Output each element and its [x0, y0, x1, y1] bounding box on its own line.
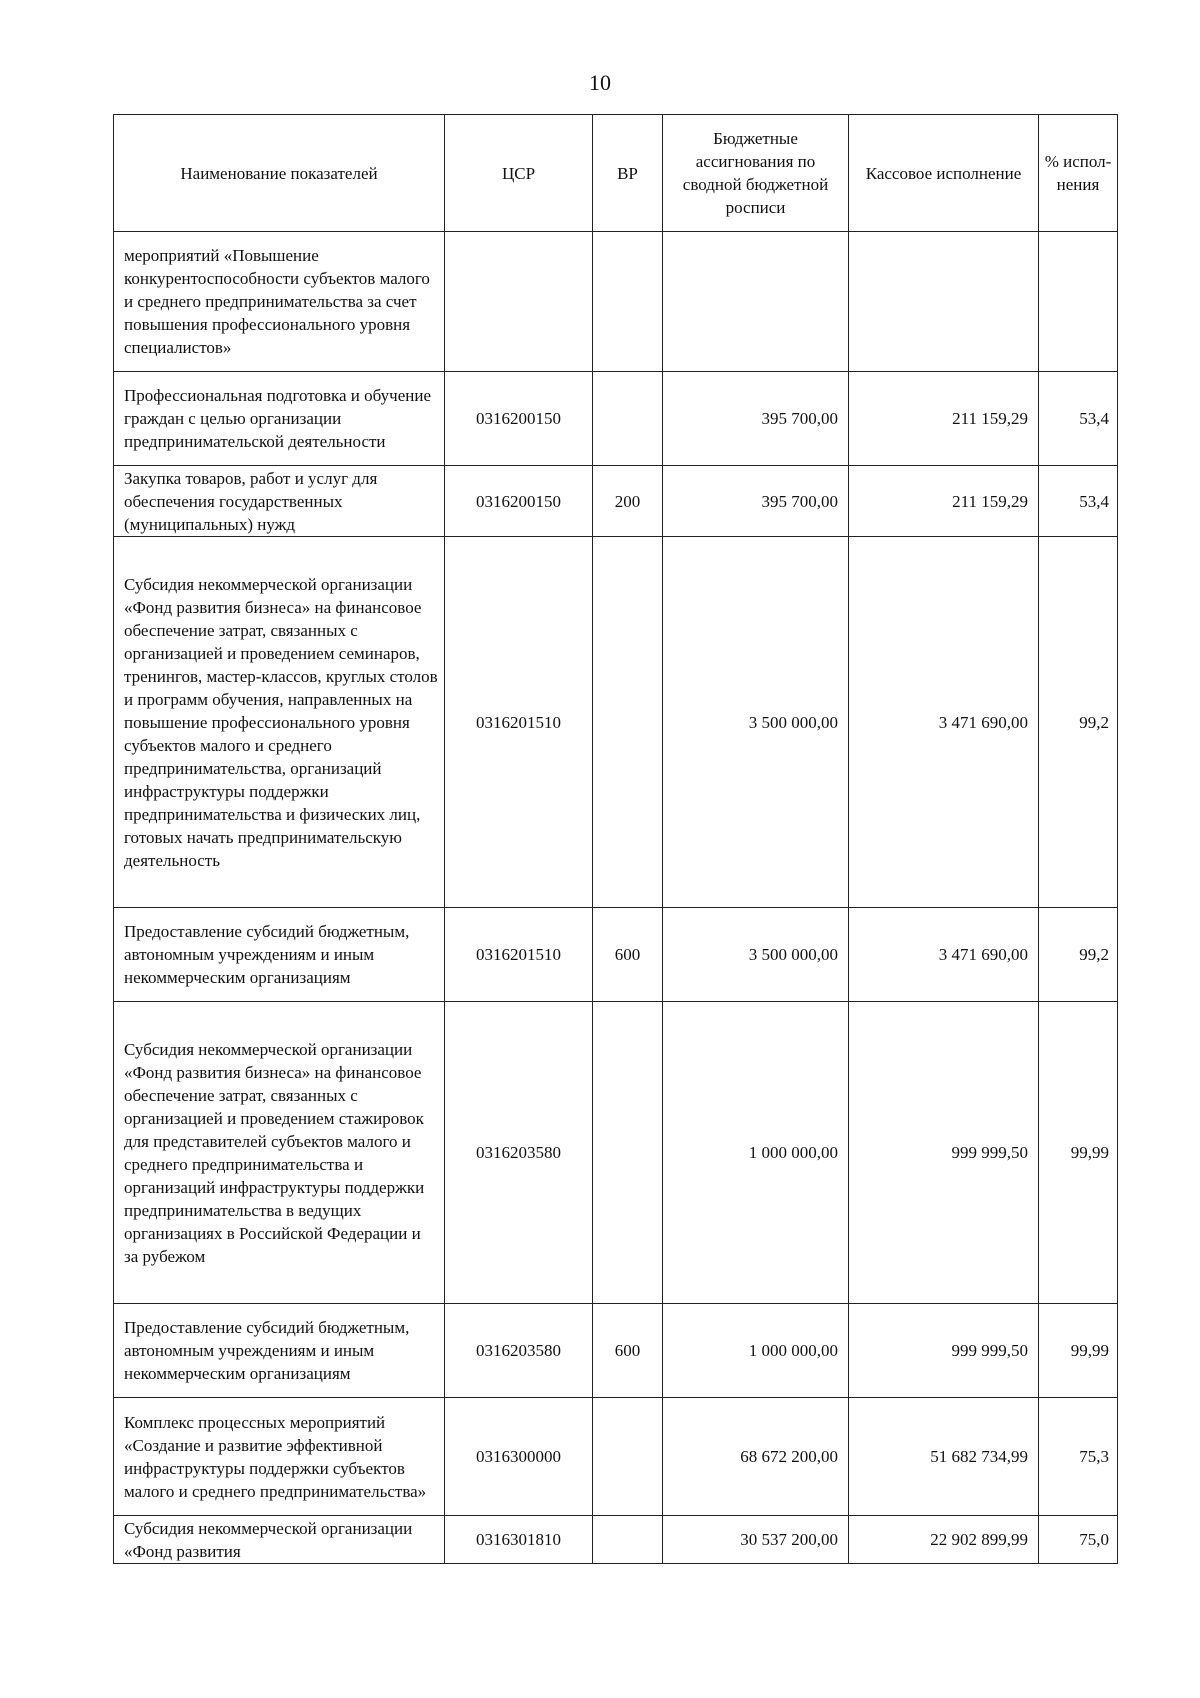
cell-execution: 999 999,50 — [849, 1002, 1039, 1304]
cell-vr — [593, 1516, 663, 1564]
cell-percent: 75,0 — [1039, 1516, 1118, 1564]
cell-execution: 211 159,29 — [849, 372, 1039, 466]
table-row — [114, 1002, 1118, 1304]
cell-name: Закупка товаров, работ и услуг для обеспечения государственных (муниципальных) нужд — [114, 466, 445, 537]
cell-budget: 395 700,00 — [663, 466, 849, 537]
cell-vr — [593, 1002, 663, 1304]
page-number: 10 — [589, 70, 611, 95]
cell-execution: 51 682 734,99 — [849, 1398, 1039, 1516]
cell-percent: 99,2 — [1039, 537, 1118, 908]
cell-percent: 53,4 — [1039, 372, 1118, 466]
cell-name: Комплекс процессных мероприятий «Создание и развитие эффективной инфраструктуры поддержки субъектов малого и среднего предпринимательства» — [114, 1398, 445, 1516]
cell-budget: 68 672 200,00 — [663, 1398, 849, 1516]
table-row — [114, 232, 1118, 372]
table-header-row — [114, 115, 1118, 232]
table-row — [114, 1304, 1118, 1398]
cell-name: Субсидия некоммерческой организации «Фонд развития — [114, 1516, 445, 1564]
cell-name: Субсидия некоммерческой организации «Фонд развития бизнеса» на финансовое обеспечение затрат, связанных с организацией и проведением семинаров, тренингов, мастер-классов, круглых столов и программ обучения, направленных на повышение профессионального уровня субъектов малого и среднего предпринимательства, организаций инфраструктуры поддержки предпринимательства и физических лиц, готовых начать предпринимательскую деятельность — [114, 537, 445, 908]
cell-csr: 0316201510 — [445, 537, 593, 908]
cell-percent: 99,99 — [1039, 1304, 1118, 1398]
cell-name: мероприятий «Повышение конкурентоспособности субъектов малого и среднего предпринимательства за счет повышения профессионального уровня специалистов» — [114, 232, 445, 372]
cell-budget: 1 000 000,00 — [663, 1304, 849, 1398]
cell-csr: 0316200150 — [445, 466, 593, 537]
cell-vr — [593, 372, 663, 466]
cell-percent: 99,2 — [1039, 908, 1118, 1002]
cell-budget: 395 700,00 — [663, 372, 849, 466]
cell-execution: 211 159,29 — [849, 466, 1039, 537]
cell-budget: 30 537 200,00 — [663, 1516, 849, 1564]
cell-vr — [593, 232, 663, 372]
table-row — [114, 1516, 1118, 1564]
cell-budget: 3 500 000,00 — [663, 537, 849, 908]
cell-execution: 3 471 690,00 — [849, 908, 1039, 1002]
cell-percent: 53,4 — [1039, 466, 1118, 537]
cell-csr: 0316203580 — [445, 1002, 593, 1304]
cell-execution: 3 471 690,00 — [849, 537, 1039, 908]
cell-vr: 200 — [593, 466, 663, 537]
cell-csr — [445, 232, 593, 372]
header-percent: % испол-нения — [1039, 115, 1118, 232]
table-row — [114, 466, 1118, 537]
cell-csr: 0316203580 — [445, 1304, 593, 1398]
cell-execution: 22 902 899,99 — [849, 1516, 1039, 1564]
cell-csr: 0316201510 — [445, 908, 593, 1002]
cell-csr: 0316200150 — [445, 372, 593, 466]
table-row — [114, 1398, 1118, 1516]
budget-execution-table — [113, 114, 1118, 1564]
cell-vr: 600 — [593, 908, 663, 1002]
cell-budget: 3 500 000,00 — [663, 908, 849, 1002]
cell-execution — [849, 232, 1039, 372]
cell-execution: 999 999,50 — [849, 1304, 1039, 1398]
cell-csr: 0316301810 — [445, 1516, 593, 1564]
cell-vr — [593, 1398, 663, 1516]
table-row — [114, 372, 1118, 466]
cell-percent — [1039, 232, 1118, 372]
cell-budget — [663, 232, 849, 372]
cell-vr: 600 — [593, 1304, 663, 1398]
cell-name: Предоставление субсидий бюджетным, автономным учреждениям и иным некоммерческим организациям — [114, 1304, 445, 1398]
header-execution: Кассовое исполнение — [849, 115, 1039, 232]
cell-percent: 99,99 — [1039, 1002, 1118, 1304]
cell-budget: 1 000 000,00 — [663, 1002, 849, 1304]
cell-name: Субсидия некоммерческой организации «Фонд развития бизнеса» на финансовое обеспечение затрат, связанных с организацией и проведением стажировок для представителей субъектов малого и среднего предпринимательства и организаций инфраструктуры поддержки предпринимательства в ведущих организациях в Российской Федерации и за рубежом — [114, 1002, 445, 1304]
cell-csr: 0316300000 — [445, 1398, 593, 1516]
header-csr: ЦСР — [445, 115, 593, 232]
table-row — [114, 908, 1118, 1002]
cell-name: Профессиональная подготовка и обучение граждан с целью организации предпринимательской деятельности — [114, 372, 445, 466]
cell-name: Предоставление субсидий бюджетным, автономным учреждениям и иным некоммерческим организациям — [114, 908, 445, 1002]
cell-vr — [593, 537, 663, 908]
header-name: Наименование показателей — [114, 115, 445, 232]
header-budget: Бюджетные ассигнования по сводной бюджетной росписи — [663, 115, 849, 232]
header-vr: ВР — [593, 115, 663, 232]
table-row — [114, 537, 1118, 908]
cell-percent: 75,3 — [1039, 1398, 1118, 1516]
